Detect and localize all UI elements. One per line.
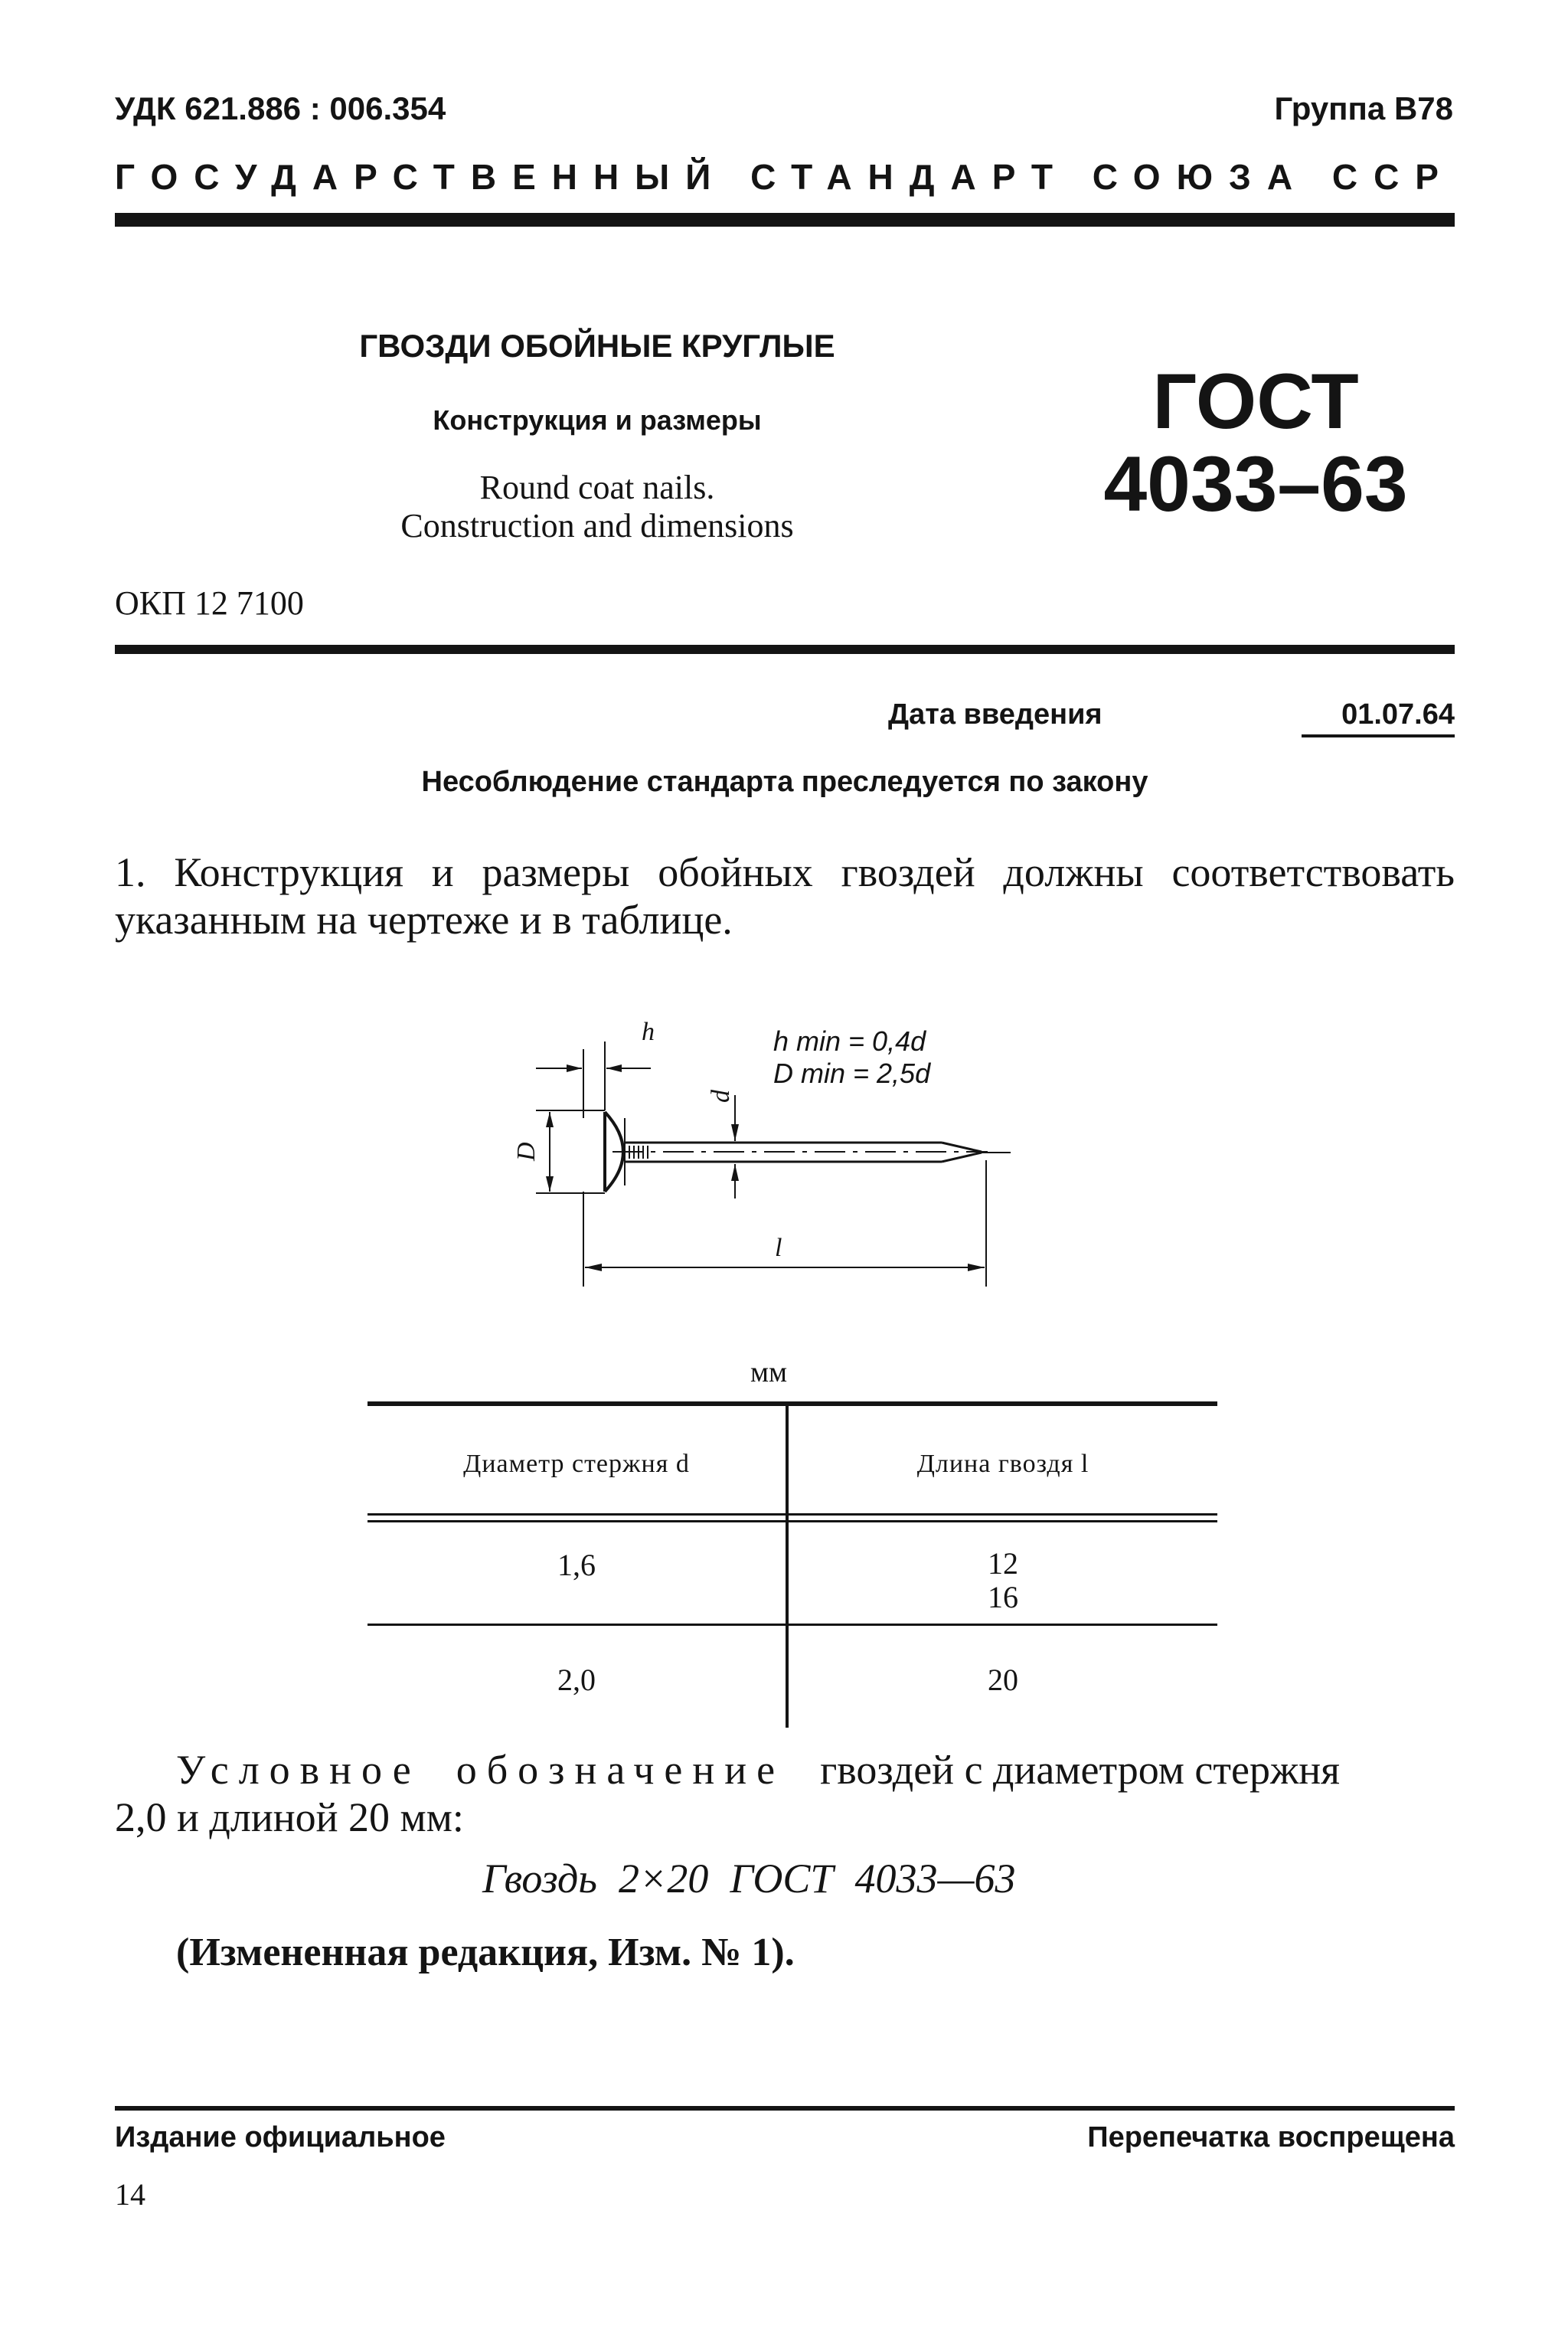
designation-spaced-word: обозначение [456,1747,786,1793]
title-rule [115,645,1455,654]
standard-heading-word: СОЮЗА [1092,157,1309,197]
drawing-label-D: D [512,1142,541,1161]
standard-heading-word: ССР [1331,157,1455,197]
table-cell-length-value: 12 [988,1546,1018,1581]
nail-drawing [490,996,1041,1302]
table-header-rule [368,1513,1217,1516]
effective-date-label: Дата введения [888,698,1102,731]
clause-1-text: 1. Конструкция и размеры обойных гвоздей должны соответствовать указанным на чертеже и в таблице. [115,849,1455,943]
english-title [329,469,865,545]
designation-example-part: 4033—63 [854,1856,1016,1902]
gost-label: ГОСТ [1152,358,1359,445]
designation-example-part: Гвоздь [482,1856,597,1902]
gost-number: 4033–63 [1103,440,1408,528]
table-units: мм [750,1356,788,1388]
table-cell-diameter: 2,0 [557,1663,596,1697]
standard-heading-word: СТАНДАРТ [750,157,1069,197]
designation-spaced-word: Условное [176,1747,421,1793]
footer-rule [115,2106,1455,2111]
table-header-rule [368,1520,1217,1522]
standard-heading-word: ГОСУДАРСТВЕННЫЙ [115,157,727,197]
designation-text [176,1746,1455,1794]
gost-designation [1057,358,1455,528]
table-cell-length: 20 [988,1663,1018,1697]
drawing-note-D: D min = 2,5d [773,1058,931,1089]
drawing-label-h: h [642,1018,655,1046]
table-cell-length-value: 16 [988,1580,1018,1614]
reprint-note: Перепечатка воспрещена [1087,2121,1455,2153]
document-subtitle: Конструкция и размеры [433,404,762,436]
designation-line1-rest: гвоздей с диаметром стержня [820,1747,1340,1793]
udc-code: УДК 621.886 : 006.354 [115,90,446,126]
column-header-length: Длина гвоздя l [916,1450,1089,1478]
okp-code: ОКП 12 7100 [115,584,304,622]
table-top-rule [368,1401,1217,1406]
page-number: 14 [115,2177,145,2212]
standard-heading [115,156,1455,198]
english-title-line: Round coat nails. [479,469,715,506]
drawing-label-d: d [707,1090,735,1103]
law-notice: Несоблюдение стандарта преследуется по закону [421,766,1148,798]
designation-example [482,1855,1015,1902]
english-title-line: Construction and dimensions [400,507,794,544]
designation-example-part: ГОСТ [730,1856,834,1902]
drawing-label-l: l [775,1234,782,1262]
document-title: ГВОЗДИ ОБОЙНЫЕ КРУГЛЫЕ [359,328,835,364]
designation-example-part: 2×20 [618,1856,709,1902]
table-row-rule [368,1624,1217,1626]
table-cell-length [789,1547,1217,1614]
designation-line-2: 2,0 и длиной 20 мм: [115,1794,464,1840]
table-cell-diameter: 1,6 [557,1548,596,1582]
effective-date-value: 01.07.64 [1302,698,1455,737]
edition-note: Издание официальное [115,2121,446,2153]
drawing-note-h: h min = 0,4d [773,1025,926,1057]
group-code: Группа В78 [1274,90,1453,126]
header-rule [115,213,1455,227]
column-header-diameter: Диаметр стержня d [463,1450,690,1478]
amendment-note: (Измененная редакция, Изм. № 1). [176,1931,795,1974]
